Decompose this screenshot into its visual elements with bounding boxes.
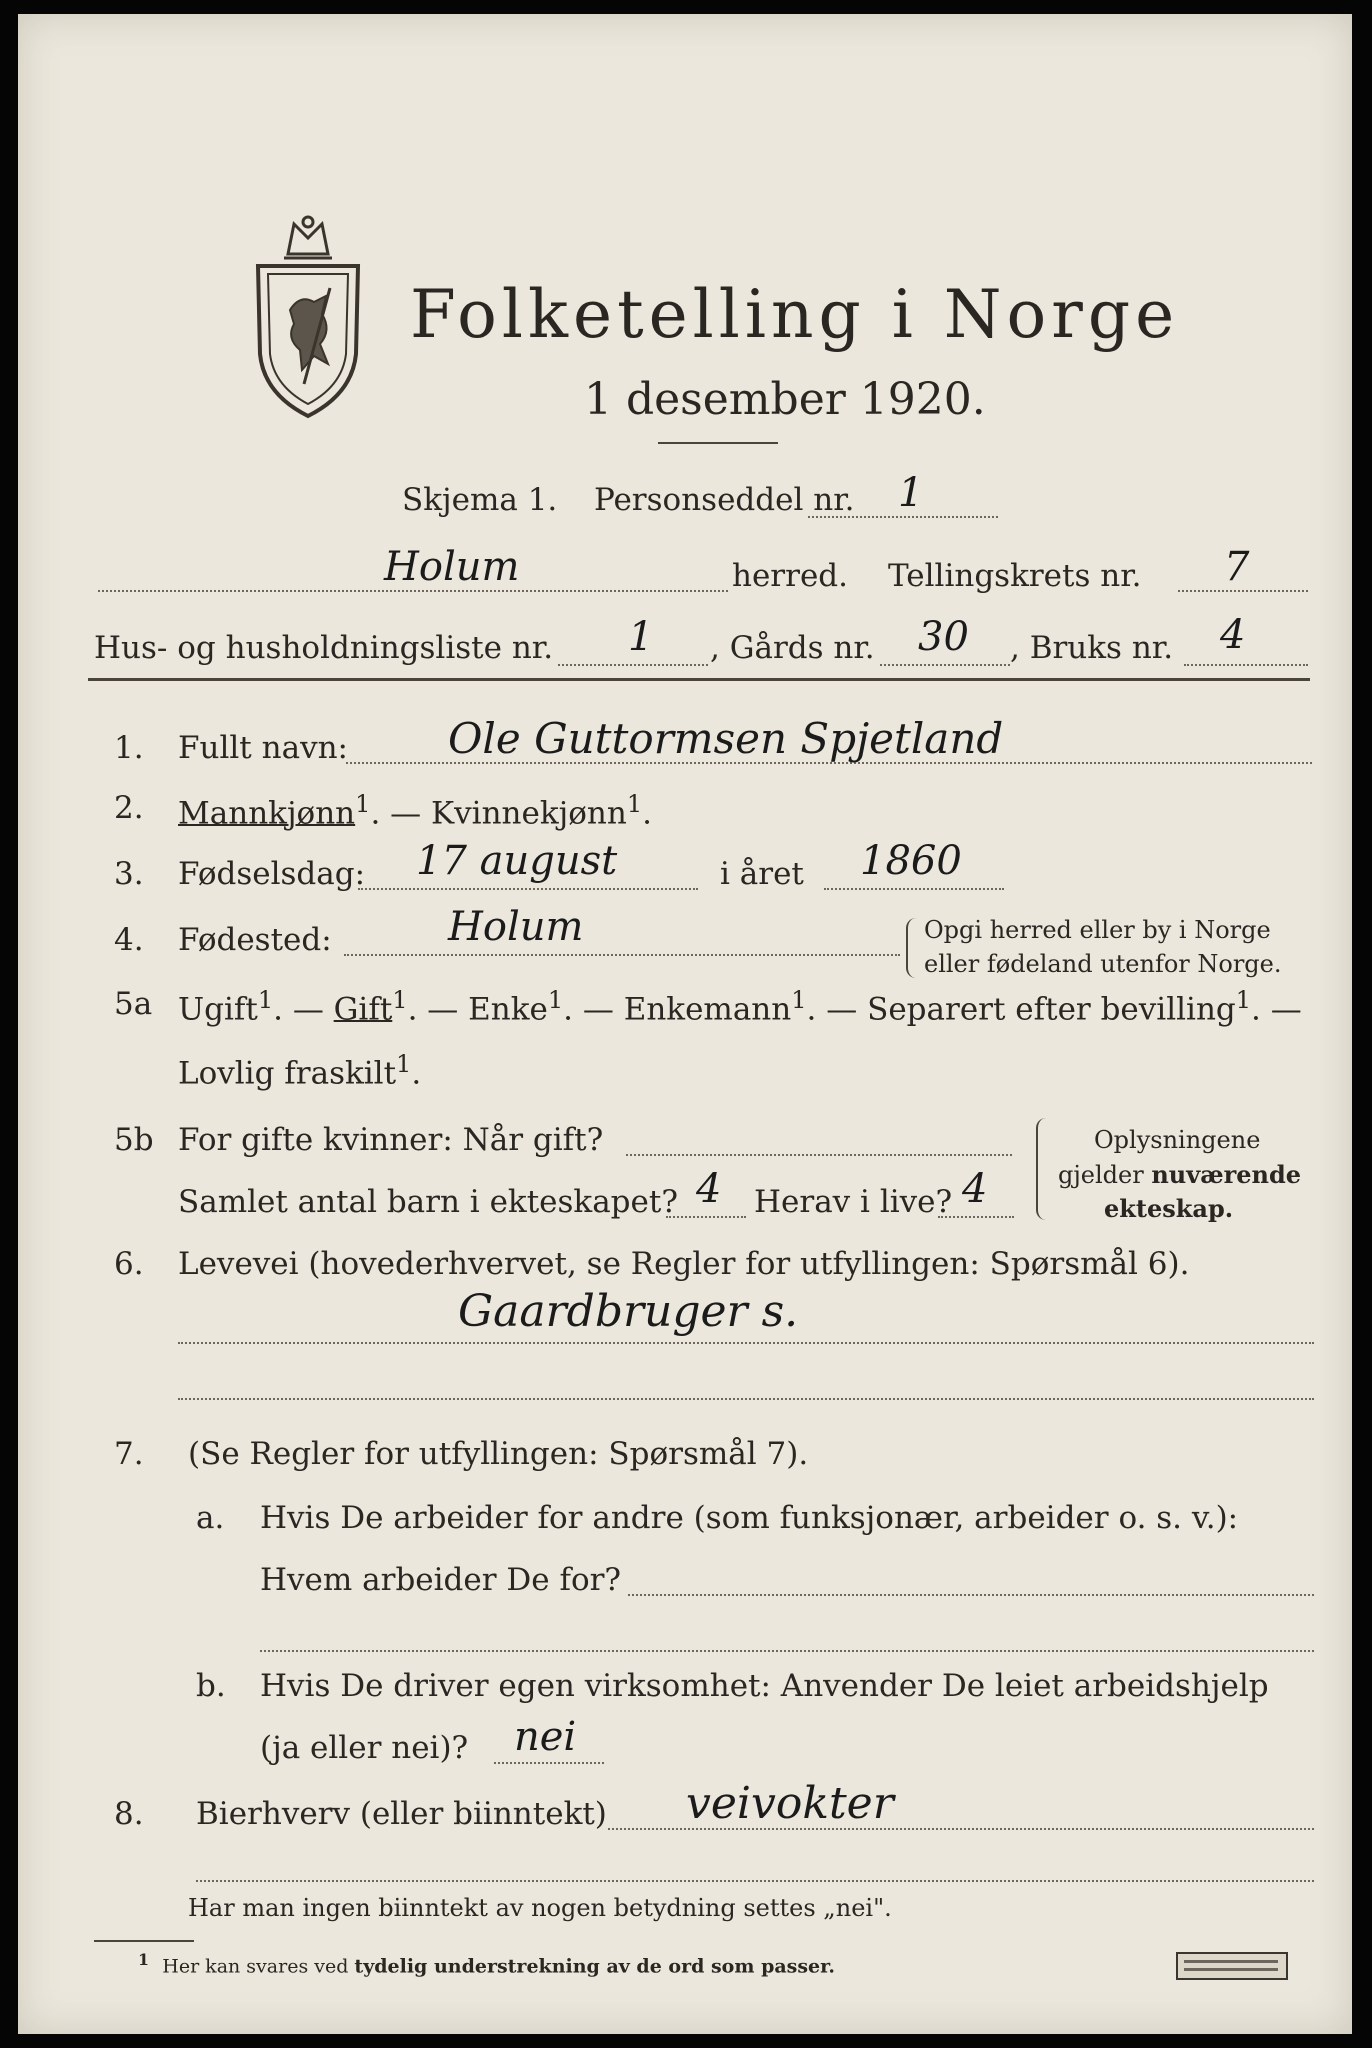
personseddel-line	[808, 516, 998, 518]
q4-brace	[906, 918, 916, 978]
q3-line	[358, 888, 698, 890]
q6-label: Levevei (hovederhvervet, se Regler for utfyllingen: Spørsmål 6).	[178, 1246, 1190, 1282]
hus-line	[558, 664, 708, 666]
q7-label: (Se Regler for utfyllingen: Spørsmål 7).	[188, 1436, 809, 1472]
q1-label: Fullt navn:	[178, 730, 348, 766]
q5a-enkemann-option[interactable]: Enkemann	[623, 991, 792, 1028]
q1-value: Ole Guttormsen Spjetland	[448, 714, 1004, 763]
q6-extra-line	[178, 1398, 1314, 1400]
q3-label: Fødselsdag:	[178, 856, 366, 892]
q1-number: 1.	[114, 730, 144, 766]
personseddel-value: 1	[898, 470, 924, 516]
q5a-separert-option[interactable]: Separert efter bevilling	[867, 991, 1236, 1028]
q5b-label-2: Samlet antal barn i ekteskapet?	[178, 1184, 678, 1220]
q5b-gift-line	[626, 1154, 1012, 1156]
norway-coat-of-arms-icon	[244, 214, 372, 424]
q2-male-option[interactable]: Mannkjønn	[178, 795, 356, 832]
q2-separator: . —	[370, 795, 431, 832]
q5a-options: Ugift$^1$. — Gift$^1$. — Enke$^1$. — Enkemann$^1$. — Separert efter bevilling$^1$. —	[178, 986, 1302, 1028]
tellingskrets-label: Tellingskrets nr.	[888, 558, 1142, 594]
q5a-gift-option[interactable]: Gift	[333, 991, 393, 1028]
q8-value: veivokter	[686, 1778, 894, 1829]
footnote: $^1$ Her kan svares ved tydelig understrekning av de ord som passer.	[138, 1950, 836, 1978]
q2-female-option[interactable]: Kvinnekjønn	[431, 795, 627, 832]
q2-options: Mannkjønn$^1$. — Kvinnekjønn$^1$.	[178, 790, 652, 832]
footer-note: Har man ingen biinntekt av nogen betydning settes „nei".	[188, 1894, 892, 1922]
header-divider	[88, 678, 1310, 681]
q5a-number: 5a	[114, 986, 153, 1022]
q4-value: Holum	[448, 904, 584, 950]
q8-label: Bierhverv (eller biinntekt)	[196, 1796, 607, 1832]
q5b-brace	[1036, 1118, 1048, 1220]
q5b-barn-value: 4	[696, 1166, 722, 1212]
q7b-letter: b.	[196, 1668, 226, 1704]
skjema-label: Skjema 1.	[402, 482, 558, 518]
q7a-line-2	[260, 1650, 1314, 1652]
q6-number: 6.	[114, 1246, 144, 1282]
q5a-lovlig-option[interactable]: Lovlig fraskilt	[178, 1055, 397, 1092]
q5b-note-1: Oplysningene	[1094, 1126, 1261, 1154]
bruks-value: 4	[1220, 612, 1246, 658]
q3-value: 17 august	[416, 838, 618, 884]
personseddel-label: Personseddel nr.	[594, 482, 855, 518]
q7a-label-1: Hvis De arbeider for andre (som funksjonær, arbeider o. s. v.):	[260, 1500, 1239, 1536]
q5a-ugift-option[interactable]: Ugift	[178, 991, 258, 1028]
q5b-note-2: gjelder nuværende	[1058, 1160, 1302, 1189]
herred-line	[98, 590, 728, 592]
q6-answer-line	[178, 1342, 1314, 1344]
q5b-label-1: For gifte kvinner: Når gift?	[178, 1122, 604, 1158]
census-form	[18, 14, 1352, 2034]
q4-number: 4.	[114, 922, 144, 958]
q4-label: Fødested:	[178, 922, 332, 958]
q2-number: 2.	[114, 790, 144, 826]
q5a-lovlig-line: Lovlig fraskilt$^1$.	[178, 1050, 422, 1092]
q3-year-line	[824, 888, 1004, 890]
gards-line	[880, 664, 1010, 666]
bruks-line	[1184, 664, 1308, 666]
q7b-line	[494, 1762, 604, 1764]
q7-number: 7.	[114, 1436, 144, 1472]
q5b-number: 5b	[114, 1122, 154, 1158]
q5b-note-3: ekteskap.	[1104, 1194, 1234, 1223]
herred-value: Holum	[384, 544, 520, 590]
tellingskrets-value: 7	[1224, 544, 1250, 590]
q5a-enke-option[interactable]: Enke	[468, 991, 548, 1028]
q4-note-1: Opgi herred eller by i Norge	[924, 916, 1271, 944]
q7b-value: nei	[514, 1714, 577, 1760]
q5b-live-value: 4	[962, 1166, 988, 1212]
q5b-barn-line	[666, 1216, 746, 1218]
q7b-label-1: Hvis De driver egen virksomhet: Anvender De leiet arbeidshjelp	[260, 1668, 1269, 1704]
hus-label: Hus- og husholdningsliste nr.	[94, 630, 554, 666]
q6-value: Gaardbruger s.	[458, 1286, 799, 1337]
q7a-line-1	[628, 1594, 1314, 1596]
bruks-label: , Bruks nr.	[1010, 630, 1174, 666]
q3-year-value: 1860	[860, 838, 962, 884]
hus-value: 1	[628, 614, 654, 660]
q3-number: 3.	[114, 856, 144, 892]
herred-label: herred.	[732, 558, 848, 594]
q4-note-2: eller fødeland utenfor Norge.	[924, 950, 1282, 978]
title-divider	[658, 442, 778, 444]
q7b-label-2: (ja eller nei)?	[260, 1730, 469, 1766]
tellingskrets-line	[1178, 590, 1308, 592]
form-title: Folketelling i Norge	[410, 276, 1180, 353]
q7a-label-2: Hvem arbeider De for?	[260, 1562, 622, 1598]
q5b-live-line	[938, 1216, 1014, 1218]
census-date: 1 desember 1920.	[584, 374, 986, 425]
footnote-divider	[94, 1940, 194, 1942]
q8-extra-line	[196, 1880, 1314, 1882]
q3-year-label: i året	[720, 856, 804, 892]
gards-label: , Gårds nr.	[710, 630, 875, 666]
q8-number: 8.	[114, 1796, 144, 1832]
printer-stamp-icon	[1176, 1952, 1288, 1980]
q7a-letter: a.	[196, 1500, 225, 1536]
q4-line	[344, 954, 900, 956]
q5b-live-label: Herav i live?	[754, 1184, 953, 1220]
gards-value: 30	[918, 614, 969, 660]
